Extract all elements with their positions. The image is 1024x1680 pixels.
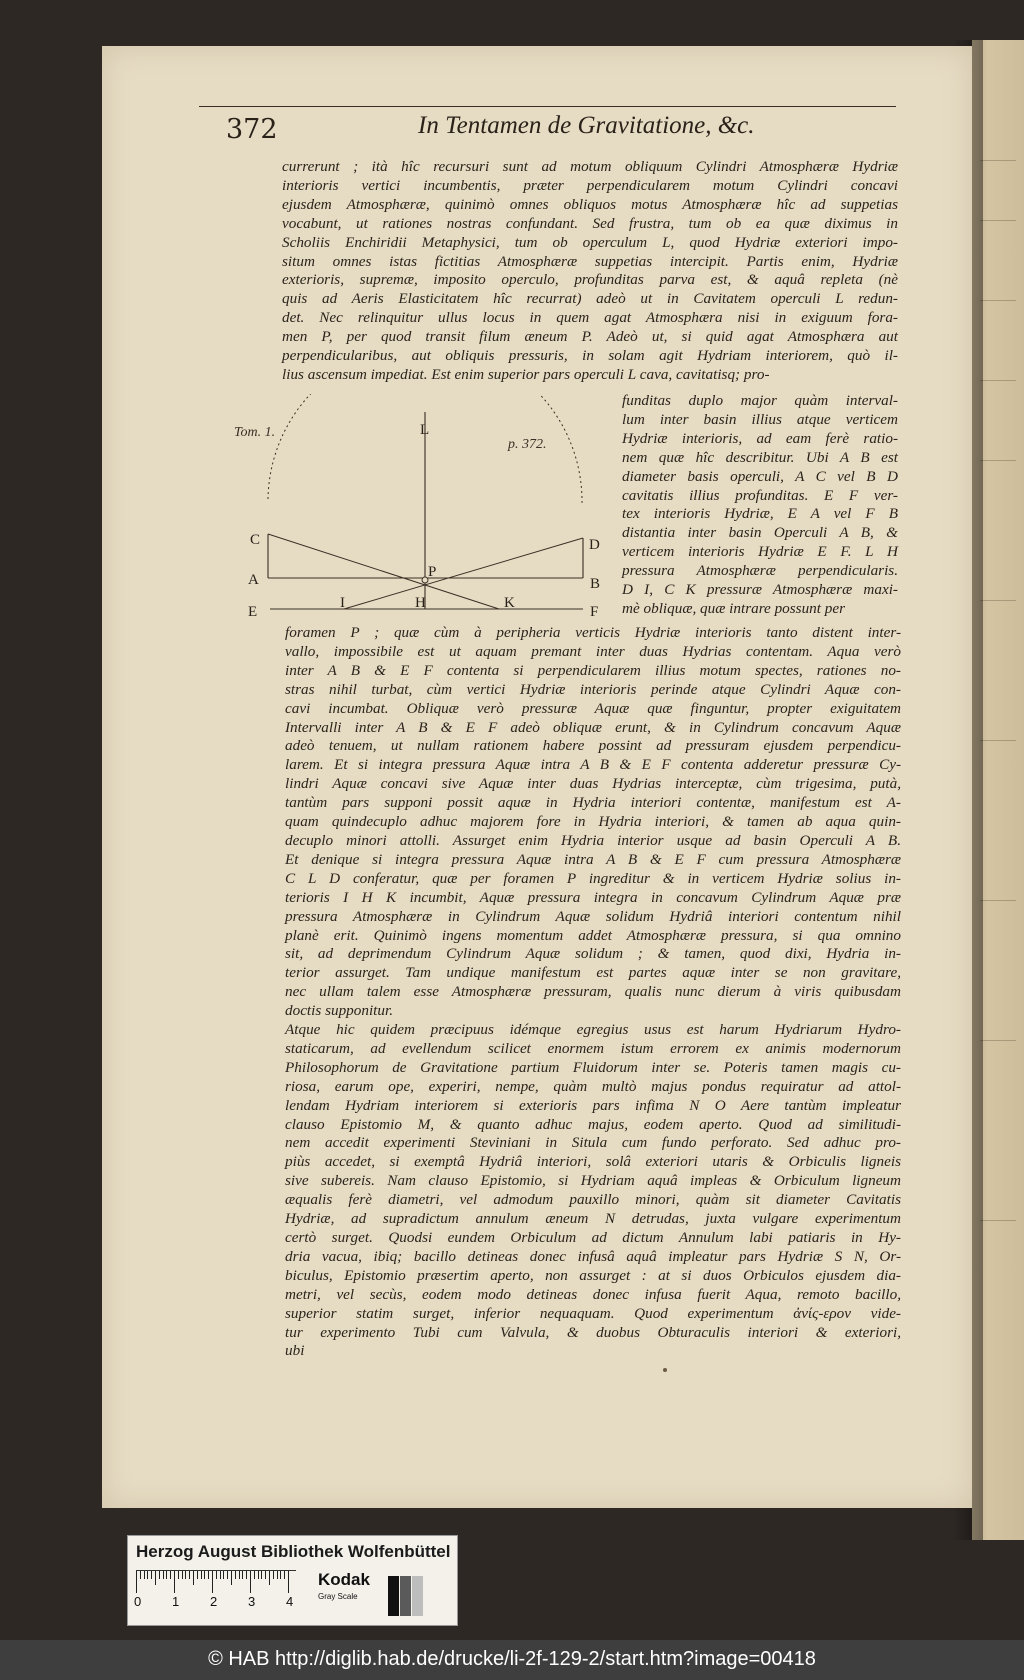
- text-line: det. Nec relinquitur ullus locus in quem agat Atmosphæra nisi in exiguum fora-: [282, 309, 898, 327]
- ruler-tick: [242, 1571, 243, 1579]
- ruler-tick: [235, 1571, 236, 1579]
- text-line: clauso Epistomio M, & quanto adhuc majus, eodem aperto. Quod ad similitudi-: [285, 1115, 901, 1133]
- text-block-side: [622, 392, 898, 619]
- ruler-tick: [220, 1571, 221, 1579]
- text-line: currerunt ; ità hîc recursuri sunt ad motum obliquum Cylindri Atmosphæræ Hydriæ: [282, 158, 898, 175]
- text-block-top: [282, 158, 898, 385]
- text-line: Atque hic quidem præcipuus idémque egregius usus est harum Hydriarum Hydro-: [285, 1021, 901, 1039]
- text-line: quam quindecuplo adhuc majorem fore in Hydria interiori, & tamen ab aqua quin-: [285, 813, 901, 831]
- text-line: nem quæ hîc describitur. Ubi A B est: [622, 448, 898, 466]
- text-line: exterioris, supremæ, imposito operculo, profunditas parva est, & aquâ repleta (nè: [282, 271, 898, 289]
- text-line: stras nihil turbat, cùm vertici Hydriæ interioris perinde atque Cylindri Aquæ con-: [285, 680, 901, 698]
- text-line: D I, C K pressuræ Atmosphæræ maxi-: [622, 581, 898, 599]
- ruler-tick: [223, 1571, 224, 1579]
- ruler-tick: [151, 1571, 152, 1579]
- ruler-tick: [288, 1571, 289, 1593]
- geometric-figure: [228, 394, 624, 632]
- text-line: tantùm pars supponi possit aquæ in Hydria interiori contentæ, manifestum est A-: [285, 794, 901, 812]
- ruler-tick: [208, 1571, 209, 1579]
- ruler-tick: [246, 1571, 247, 1579]
- gray-swatch: [412, 1576, 423, 1616]
- label-i: I: [340, 595, 345, 611]
- text-line: terior assurget. Tam undique manifestum est partes aquæ inter se non gravitare,: [285, 964, 901, 982]
- text-line: mè obliquæ, quæ intrare possunt per: [622, 599, 846, 617]
- ruler-tick: [280, 1571, 281, 1579]
- page-blemish: [663, 1368, 667, 1372]
- label-a: A: [248, 572, 259, 588]
- text-line: ejusdem Atmosphæræ, quinimò omnes obliquos motus Atmosphæræ hîc ad suppetias: [282, 195, 898, 213]
- ruler-number: 4: [286, 1594, 294, 1609]
- label-f: F: [590, 604, 599, 620]
- gray-swatch: [400, 1576, 411, 1616]
- page-number: 372: [226, 114, 278, 145]
- text-line: Philosophorum de Gravitatione partium Fluidorum inter se. Poteris tamen magis cu-: [285, 1058, 901, 1076]
- text-line: doctis supponitur.: [285, 1002, 394, 1020]
- measurement-ruler: [136, 1570, 296, 1597]
- ruler-tick: [258, 1571, 259, 1579]
- ruler-tick: [155, 1571, 156, 1585]
- text-line: inter A B & E F contenta si perpendicularem illius motum spectes, rationes no-: [285, 661, 901, 679]
- text-line: Scholiis Enchiridii Metaphysici, tum ob operculum L, quod Hydriæ exteriori impo-: [282, 233, 898, 251]
- text-line: foramen P ; quæ cùm à peripheria verticis Hydriæ interioris tanto distent inter-: [285, 624, 901, 641]
- ruler-tick: [231, 1571, 232, 1585]
- book-page: [102, 46, 972, 1508]
- text-line: biculus, Epistomio præsertim aperto, non assurget : at si duos Orbiculos ejusdem dia-: [285, 1266, 901, 1284]
- ruler-tick: [185, 1571, 186, 1579]
- text-line: interioris vertici incumbentis, præter perpendicularem motum Cylindri concavi: [282, 176, 898, 194]
- label-p: P: [428, 564, 437, 580]
- running-head: In Tentamen de Gravitatione, &c.: [418, 112, 755, 139]
- text-line: Intervalli inter A B & E F adeò obliquæ erunt, & in Cylindrum concavum Aquæ: [285, 718, 901, 736]
- text-line: lum inter basin illius atque verticem: [622, 410, 898, 428]
- ruler-tick: [144, 1571, 145, 1579]
- text-line: certò surget. Quodsi eundem Orbiculum ad dictum Annulum labi patiaris in Hy-: [285, 1229, 901, 1246]
- library-name: Herzog August Bibliothek Wolfenbüttel: [136, 1542, 451, 1561]
- label-h: H: [415, 595, 426, 611]
- ruler-number: 1: [172, 1594, 180, 1609]
- text-line: piùs accedet, si exemptâ Hydriâ interiori, solâ exteriori utaris & Orbiculis ligneis: [285, 1153, 901, 1171]
- ruler-tick: [178, 1571, 179, 1579]
- ruler-tick: [212, 1571, 213, 1593]
- text-line: cavitatis illius profunditas. E F ver-: [622, 486, 898, 504]
- ruler-tick: [254, 1571, 255, 1579]
- text-line: cavi incumbat. Obliquæ verò pressuræ Aquæ quæ finguntur, propter exiguitatem: [285, 699, 901, 717]
- ruler-tick: [159, 1571, 160, 1579]
- ruler-tick: [166, 1571, 167, 1579]
- text-line: planè erit. Quinimò ingens momentum addet Atmosphæræ pressura, si qua omnino: [285, 926, 901, 944]
- text-line: pressura Atmosphæræ perpendicularis.: [622, 562, 898, 580]
- label-b: B: [590, 576, 601, 592]
- ruler-number: 2: [210, 1594, 218, 1609]
- text-line: sive subereis. Nam clauso Epistomio, si Hydriam aquâ impleas & Orbiculum ligneum: [285, 1172, 901, 1190]
- line-di: [344, 538, 583, 609]
- text-line: funditas duplo major quàm interval-: [622, 392, 898, 409]
- text-line: Et denique si integra pressura Aquæ intra A B & E F cum pressura Atmosphæræ: [285, 850, 901, 868]
- text-line: Hydriæ, ad supradictum annulum æneum N detrudas, juxta vulgare experimentum: [285, 1210, 901, 1228]
- text-line: adeò tenuem, ut nullam rationem habere possint ad pressuram ejusdem perpendicu-: [285, 737, 901, 755]
- library-color-card: [127, 1535, 458, 1626]
- figure-note-page: p. 372.: [508, 437, 547, 452]
- label-k: K: [504, 595, 515, 611]
- footer-copyright-url[interactable]: © HAB http://diglib.hab.de/drucke/li-2f-129-2/start.htm?image=00418: [208, 1648, 816, 1670]
- text-line: situm omnes istas fictitias Atmosphæræ suppetias intercipit. Partis enim, Hydriæ: [282, 252, 898, 270]
- ruler-tick: [250, 1571, 251, 1593]
- ruler-tick: [182, 1571, 183, 1579]
- ruler-tick: [265, 1571, 266, 1579]
- text-line: larem. Et si integra pressura Aquæ intra A B & E F contenta adderetur pressuræ Cy-: [285, 756, 901, 774]
- text-line: lindri Aquæ concavi sive Aquæ inter duas Hydrias interceptæ, cùm trigesima, putà,: [285, 775, 901, 793]
- text-line: verticem interioris Hydriæ E F. L H: [622, 543, 898, 561]
- footer-bar: [0, 1640, 1024, 1680]
- ruler-tick: [277, 1571, 278, 1579]
- label-l: L: [420, 422, 430, 438]
- text-line: C L D conferatur, quæ per foramen P ingreditur & in verticem Hydriæ solius in-: [285, 869, 901, 887]
- text-line: sit, ad deprimendum Cylindrum Aquæ solidum ; & tamen, quod dixi, Hydria in-: [285, 945, 901, 963]
- text-line: staticarum, ad evellendum scilicet enormem istum errorem ex animis modernorum: [285, 1039, 901, 1057]
- ruler-number: 0: [134, 1594, 142, 1609]
- text-line: nem accedit experimenti Steviniani in Situla cum fundo perforato. Sed adhuc pro-: [285, 1134, 901, 1152]
- text-line: vocabunt, ut rationes nostras confundant. Sed frustra, tum ob ea quæ diximus in: [282, 214, 898, 232]
- label-c: C: [250, 532, 261, 548]
- text-line: distantia inter basin Operculi A B, &: [622, 524, 898, 542]
- text-line: vallo, impossibile est ut aquam premant inter duas Hydrias contentam. Aqua verò: [285, 642, 901, 660]
- ruler-tick: [170, 1571, 171, 1579]
- text-line: nec ullam talem esse Atmosphæræ pressuram, qualis nunc dierum à viris quibusdam: [285, 983, 901, 1001]
- text-line: tex interioris Hydriæ, E A vel F B: [622, 505, 898, 523]
- gray-swatch: [388, 1576, 399, 1616]
- figure-diagram: [228, 394, 624, 632]
- ruler-tick: [261, 1571, 262, 1579]
- gray-scale-label: Gray Scale: [318, 1592, 358, 1601]
- ruler-tick: [273, 1571, 274, 1579]
- text-line: lius ascensum impediat. Est enim superior pars operculi L cava, cavitatisq; pro-: [282, 365, 770, 383]
- ruler-tick: [136, 1571, 137, 1593]
- text-line: superior statim surget, inferior nequaquam. Quod experimentum ἀνίς-ερον vide-: [285, 1304, 901, 1322]
- ruler-tick: [204, 1571, 205, 1579]
- ruler-tick: [189, 1571, 190, 1579]
- text-line: metri, vel secùs, eodem modo detineas donec infusa fuerit Aqua, remoto bacillo,: [285, 1285, 901, 1303]
- header-rule: [199, 106, 896, 107]
- ruler-tick: [227, 1571, 228, 1579]
- text-line: quis ad Aeris Elasticitatem hîc recurrat) adeò ut in Cavitatem operculi L redun-: [282, 290, 898, 308]
- ruler-tick: [140, 1571, 141, 1579]
- text-line: tur experimento Tubi cum Valvula, & duobus Obturaculis interiori & exteriori,: [285, 1323, 901, 1341]
- text-block-main: [285, 624, 901, 1361]
- ruler-tick: [216, 1571, 217, 1579]
- ruler-tick: [269, 1571, 270, 1585]
- figure-note-tome: Tom. 1.: [234, 425, 276, 440]
- text-line: terioris I H K incumbit, Aquæ pressura integra in concavum Cylindrum Aquæ præ: [285, 888, 901, 906]
- ruler-tick: [174, 1571, 175, 1593]
- ruler-tick: [239, 1571, 240, 1579]
- text-line: perpendicularibus, aut obliquis pressuris, in solam agit Hydriam interiorem, quò il-: [282, 347, 898, 365]
- text-line: riosa, earum ope, experiri, nempe, quàm multò majus pondus requiratur ad attol-: [285, 1077, 901, 1095]
- ruler-tick: [197, 1571, 198, 1579]
- ruler-tick: [163, 1571, 164, 1579]
- ruler-number: 3: [248, 1594, 256, 1609]
- text-line: Hydriæ interioris, ad eam ferè ratio-: [622, 429, 898, 447]
- text-line: decuplo minori attolli. Assurget enim Hydria interior usque ad basin Operculi A B.: [285, 831, 901, 849]
- text-line: men P, per quod transit filum æneum P. Adeò ut, si quid agat Atmosphæra aut: [282, 328, 898, 346]
- text-line: æqualis ferè diametri, vel admodum pauxillo minori, quàm sit diameter Cavitatis: [285, 1191, 901, 1209]
- ruler-tick: [147, 1571, 148, 1579]
- label-e: E: [248, 604, 258, 620]
- ruler-tick: [201, 1571, 202, 1579]
- label-d: D: [589, 537, 600, 553]
- text-line: lendam Hydriam interiorem si exterioris pars infima N O Aere tantùm impleatur: [285, 1096, 901, 1114]
- text-line: dria vacua, ibiq; bacillo detineas donec infusâ aquâ impleatur pars Hydriæ S N, Or-: [285, 1247, 901, 1265]
- kodak-logo: Kodak: [318, 1570, 370, 1589]
- text-line: diameter basis operculi, A C vel B D: [622, 467, 898, 485]
- text-line: pressura Atmosphæræ in Cylindrum Aquæ solidum Hydriâ interiori contentum nihil: [285, 907, 901, 925]
- text-line: ubi: [285, 1342, 305, 1360]
- ruler-tick: [284, 1571, 285, 1579]
- ruler-tick: [193, 1571, 194, 1585]
